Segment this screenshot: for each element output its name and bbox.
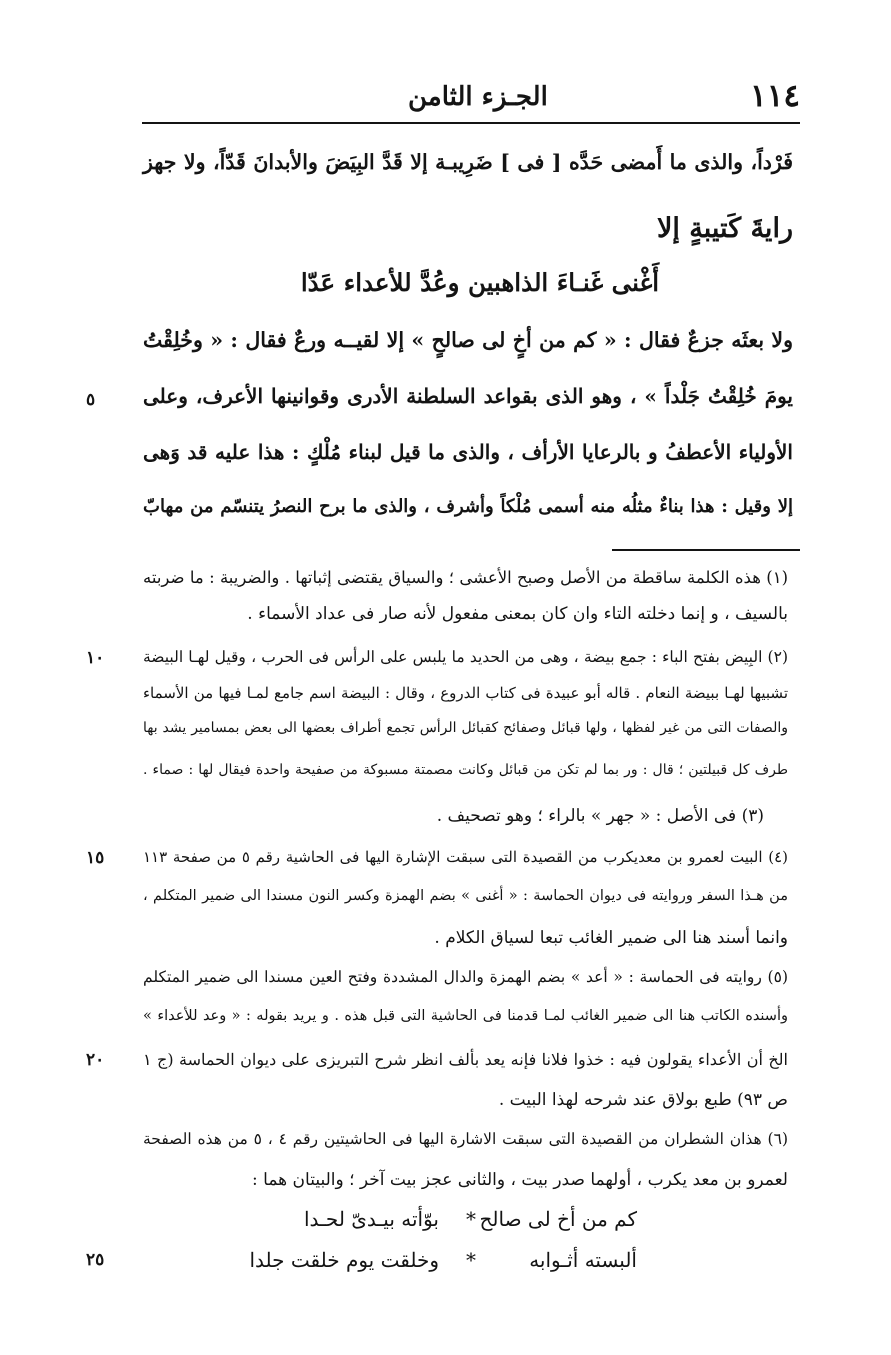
poem-separator: * (466, 1207, 476, 1231)
line-number: ٥ (86, 390, 96, 410)
poem-hemistich: بوّأته بيـدىّ لحـدا (304, 1207, 439, 1231)
footnote-line: (٢) البِيض بفتح الباء : جمع بيضة ، وهى من الحديد ما يلبس على الرأس فى الحرب ، وقيل لهـا البيضة (143, 648, 788, 666)
line-number: ١٥ (86, 848, 105, 868)
body-line: فَرْداً، والذى ما أَمضى حَدَّه [ فى ] ضَرِيبـة إلا قَدَّ البِيَضَ والأبدانَ قَدّاً، ولا جهز (143, 150, 793, 174)
footnote-line: (١) هذه الكلمة ساقطة من الأصل وصبح الأعشى ؛ والسياق يقتضى إثباتها . والضريبة : ما ضربته (143, 568, 788, 587)
footnote-line: (٥) روايته فى الحماسة : « أعد » بضم الهمزة والدال المشددة وفتح العين مسندا الى ضمير المتكلم (143, 968, 788, 986)
body-line: رايةَ كَتيبةٍ إلا (656, 213, 793, 244)
body-line: ولا بعثَه جزعٌ فقال : « كم من أخٍ لى صالحٍ » إلا لقيــه ورعٌ فقال : « وخُلِقْتُ (143, 328, 793, 352)
verse-line: أَغْنى غَنـاءَ الذاهبين وعُدَّ للأعداء عَدّا (300, 268, 660, 297)
running-title: الجـزء الثامن (408, 82, 548, 112)
body-line: إلا وقيل : هذا بناءٌ مثلُه منه أسمى مُلْكاً وأشرف ، والذى ما برح النصرُ يتنسّم من مهابّ (143, 496, 793, 517)
footnote-line: (٣) فى الأصل : « جهر » بالراء ؛ وهو تصحيف . (436, 806, 764, 826)
line-number: ١٠ (86, 648, 105, 668)
line-number: ٢٠ (86, 1050, 105, 1070)
page-number: ١١٤ (750, 78, 800, 114)
header-rule (142, 122, 800, 124)
footnote-line: ص ٩٣) طبع بولاق عند شرحه لهذا البيت . (498, 1090, 788, 1110)
page-header (140, 78, 800, 122)
footnote-line: والصفات التى من غير لفظها ، ولها قبائل وصفائح كقبائل الرأس تجمع أطراف بعضها الى بعض بمسامير يشد بها (143, 720, 788, 736)
poem-hemistich: كم من أخ لى صالح (479, 1207, 637, 1231)
body-line: يومَ خُلِقْتُ جَلْداً » ، وهو الذى بقواعد السلطنة الأدرى وقوانينها الأعرف، وعلى (143, 384, 793, 408)
footnote-line: وأسنده الكاتب هنا الى ضمير الغائب لمـا قدمنا فى الحاشية التى قبل هذه . و يريد بقوله : « وعد للأعداء » (143, 1008, 788, 1024)
footnote-line: وانما أسند هنا الى ضمير الغائب تبعا لسياق الكلام . (434, 928, 788, 948)
footnote-line: طرف كل قبيلتين ؛ قال : ور بما لم تكن من قبائل وكانت مصمتة مسبوكة من صفيحة واحدة فيقال لها : صماء . (143, 762, 788, 778)
footnote-line: لعمرو بن معد يكرب ، أولهما صدر بيت ، والثانى عجز بيت آخر ؛ والبيتان هما : (252, 1170, 788, 1190)
footnote-line: تشبيها لهـا ببيضة النعام . قاله أبو عبيدة فى كتاب الدروع ، وقال : البيضة اسم جامع لمـا فيها من الأسماء (143, 684, 788, 702)
footnote-line: (٦) هذان الشطران من القصيدة التى سبقت الاشارة اليها فى الحاشيتين رقم ٤ ، ٥ من هذه الصفحة (143, 1130, 788, 1148)
footnote-line: الخ أن الأعداء يقولون فيه : خذوا فلانا فإنه يعد بألف انظر شرح التبريزى على ديوان الحماسة (ج ١ (143, 1050, 788, 1069)
poem-separator: * (466, 1248, 476, 1272)
footnote-line: بالسيف ، و إنما دخلته التاء وان كان بمعنى مفعول لأنه صار فى عداد الأسماء . (247, 604, 788, 624)
body-line: الأولياء الأعطفُ و بالرعايا الأرأف ، والذى ما قيل لبناء مُلْكٍ : هذا عليه قد وَهى (143, 440, 793, 464)
footnote-rule (612, 549, 800, 551)
footnote-line: من هـذا السفر وروايته فى ديوان الحماسة : « أغنى » بضم الهمزة وكسر النون مسندا الى ضمير المتكلم ، (143, 888, 788, 904)
line-number: ٢٥ (86, 1250, 105, 1270)
footnote-line: (٤) البيت لعمرو بن معديكرب من القصيدة التى سبقت الإشارة اليها فى الحاشية رقم ٥ من صفحة ١١٣ (143, 848, 788, 866)
poem-hemistich: وخلقت يوم خلقت جلدا (249, 1248, 439, 1272)
poem-hemistich: ألبسته أثـوابه (529, 1248, 637, 1272)
